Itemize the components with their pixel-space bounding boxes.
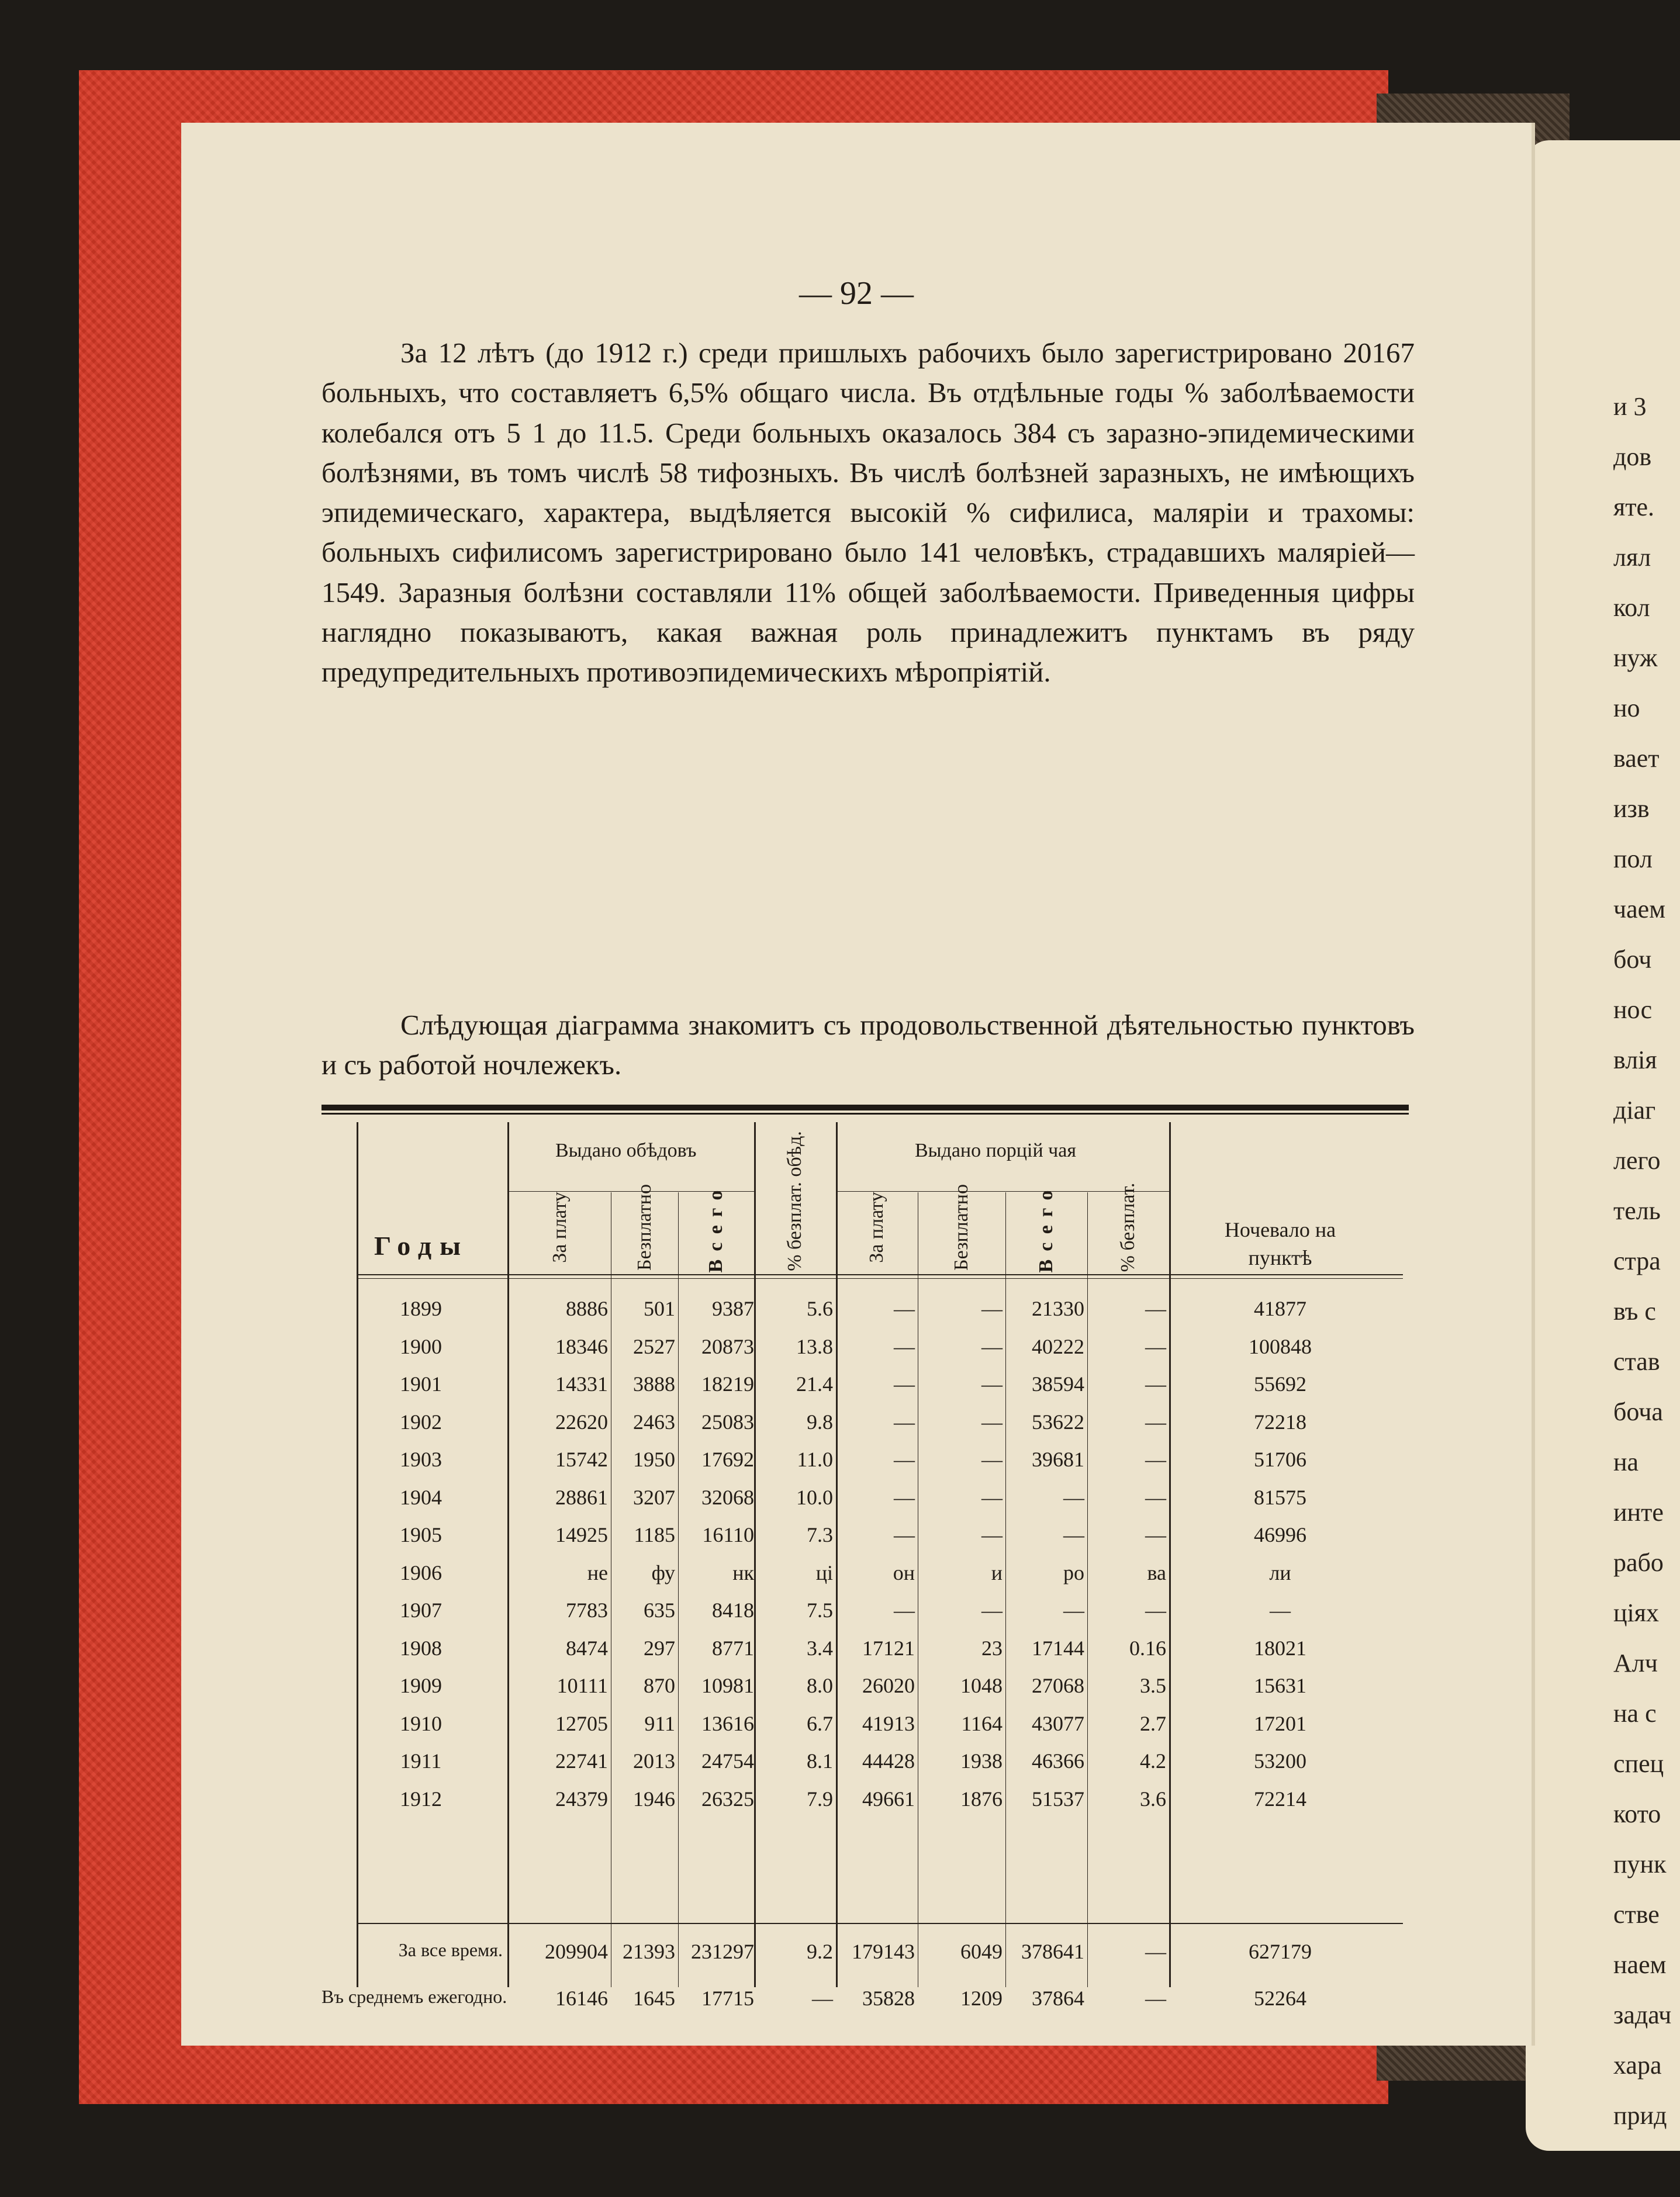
pct-free-dinners-cell: 8.0 <box>807 1674 833 1697</box>
total-tea-cell: 37864 <box>1032 1987 1084 2010</box>
pct-free-dinners-cell: 13.8 <box>796 1334 833 1358</box>
year-cell: 1900 <box>400 1334 442 1358</box>
free-tea-cell: 23 <box>981 1636 1003 1660</box>
header-years: Годы <box>374 1231 469 1261</box>
free-dinners-cell: фу <box>651 1561 675 1584</box>
free-dinners-cell: 2527 <box>633 1334 675 1358</box>
pct-free-tea-cell: — <box>1145 1987 1166 2010</box>
table-row <box>322 1367 1409 1408</box>
nights-cell: 18021 <box>1254 1636 1306 1660</box>
total-dinners-cell: 9387 <box>712 1297 754 1320</box>
free-tea-cell: — <box>981 1297 1003 1320</box>
next-page-text-fragment: наем <box>1613 1950 1667 1979</box>
free-dinners-cell: 1185 <box>634 1523 675 1546</box>
total-dinners-cell: 231297 <box>691 1940 754 1963</box>
table-row <box>322 1556 1409 1597</box>
year-cell: За все время. <box>398 1939 503 1960</box>
total-tea-cell: 53622 <box>1032 1410 1084 1434</box>
paid-tea-cell: 35828 <box>862 1987 915 2010</box>
free-dinners-cell: 297 <box>644 1636 675 1660</box>
header-bottom-rule <box>357 1278 1403 1279</box>
next-page-text-fragment: діаг <box>1613 1096 1656 1125</box>
next-page-text-fragment: но <box>1613 694 1640 722</box>
free-dinners-cell: 3207 <box>633 1485 675 1509</box>
paid-tea-cell: — <box>894 1448 915 1471</box>
total-dinners-cell: 25083 <box>701 1410 754 1434</box>
next-page-text-fragment: став <box>1613 1347 1660 1376</box>
nights-cell: 100848 <box>1249 1334 1312 1358</box>
paid-dinners-cell: 16146 <box>555 1987 608 2010</box>
pct-free-tea-cell: 3.5 <box>1140 1674 1166 1697</box>
pct-free-tea-cell: — <box>1145 1372 1166 1396</box>
total-dinners-cell: 13616 <box>701 1711 754 1735</box>
year-cell: 1909 <box>400 1674 442 1697</box>
header-dinners: Выдано обѣдовъ <box>555 1140 697 1161</box>
nights-cell: 72218 <box>1254 1410 1306 1434</box>
free-dinners-cell: 2013 <box>633 1749 675 1773</box>
next-page-text-fragment: пунк <box>1613 1850 1667 1878</box>
next-page-text-fragment: лего <box>1613 1146 1661 1175</box>
free-tea-cell: — <box>981 1410 1003 1434</box>
total-tea-cell: ро <box>1063 1561 1084 1584</box>
next-page-text-fragment: кото <box>1613 1800 1661 1828</box>
total-dinners-cell: 10981 <box>701 1674 754 1697</box>
paid-dinners-cell: 7783 <box>566 1599 608 1622</box>
paid-tea-cell: 17121 <box>862 1636 915 1660</box>
total-dinners-cell: 16110 <box>702 1523 754 1546</box>
paragraph: За 12 лѣтъ (до 1912 г.) среди пришлыхъ рабочихъ было зарегистрировано 20167 больныхъ, что составляетъ 6,5% общаго числа. Въ отдѣльные годы % заболѣваемости колебался отъ 5 1 до 11.5. Среди больныхъ оказалось 384 съ заразно-эпидемическими болѣзнями, въ томъ числѣ 58 тифозныхъ. Въ числѣ болѣзней заразныхъ, не имѣющихъ эпидемическаго, характера, выдѣляется высокій % сифилиса, маляріи и трахомы: больныхъ сифилисомъ зарегистрировано было 141 человѣкъ, страдавшихъ маляріей—1549. Заразныя болѣзни составляли 11% общей заболѣваемости. Приведенныя цифры наглядно показываютъ, какая важная роль принадлежитъ пунктамъ въ ряду предупредительныхъ противоэпидемическихъ мѣропріятій. <box>322 337 1415 688</box>
pct-free-dinners-cell: 11.0 <box>797 1448 833 1471</box>
paid-tea-cell: — <box>894 1523 915 1546</box>
next-page-text-fragment: стве <box>1613 1900 1660 1929</box>
header-paid-tea: За плату <box>866 1192 887 1263</box>
pct-free-tea-cell: ва <box>1147 1561 1166 1584</box>
table-top-rule-thin <box>322 1113 1409 1115</box>
next-page-text-fragment: чаем <box>1613 895 1666 923</box>
total-dinners-cell: нк <box>732 1561 754 1584</box>
table-row <box>322 1707 1409 1748</box>
table-row <box>322 1782 1409 1823</box>
year-cell: 1899 <box>400 1297 442 1320</box>
next-page-text-fragment: на с <box>1613 1699 1657 1728</box>
total-tea-cell: 27068 <box>1032 1674 1084 1697</box>
next-page-text-fragment: ціях <box>1613 1599 1660 1627</box>
next-page-text-fragment: спец <box>1613 1749 1664 1778</box>
header-free-dinners: Безплатно <box>634 1184 655 1271</box>
paid-tea-cell: 41913 <box>862 1711 915 1735</box>
free-tea-cell: 1209 <box>960 1987 1003 2010</box>
pct-free-dinners-cell: 7.3 <box>807 1523 833 1546</box>
year-cell: 1908 <box>400 1636 442 1660</box>
next-page-text-fragment: боч <box>1613 945 1652 974</box>
pct-free-dinners-cell: 21.4 <box>796 1372 833 1396</box>
pct-free-tea-cell: — <box>1145 1297 1166 1320</box>
year-cell: 1907 <box>400 1599 442 1622</box>
pct-free-dinners-cell: 9.2 <box>807 1940 833 1963</box>
paid-tea-cell: — <box>894 1334 915 1358</box>
next-page-text-fragment: влія <box>1613 1046 1657 1074</box>
year-cell: 1902 <box>400 1410 442 1434</box>
table-row <box>322 1292 1409 1333</box>
free-tea-cell: 6049 <box>960 1940 1003 1963</box>
year-cell: 1901 <box>400 1372 442 1396</box>
paid-dinners-cell: 14925 <box>555 1523 608 1546</box>
paid-tea-cell: 26020 <box>862 1674 915 1697</box>
nights-cell: 81575 <box>1254 1485 1306 1509</box>
pct-free-dinners-cell: 10.0 <box>796 1485 833 1509</box>
pct-free-dinners-cell: ці <box>815 1561 833 1584</box>
year-cell: 1911 <box>400 1749 442 1773</box>
paid-dinners-cell: 8474 <box>566 1636 608 1660</box>
total-tea-cell: 43077 <box>1032 1711 1084 1735</box>
paid-dinners-cell: 22620 <box>555 1410 608 1434</box>
statistics-table <box>322 1105 1409 2010</box>
pct-free-tea-cell: — <box>1145 1523 1166 1546</box>
next-page-text-fragment: задач <box>1613 2001 1672 2029</box>
nights-cell: — <box>1270 1599 1291 1622</box>
header-pct-free-dinners: % безплат. обѣд. <box>784 1131 806 1271</box>
paid-tea-cell: — <box>894 1297 915 1320</box>
next-page-text-fragment: боча <box>1613 1397 1663 1426</box>
paragraph: Слѣдующая діаграмма знакомитъ съ продовольственной дѣятельностью пунктовъ и съ работой ночлежекъ. <box>322 1009 1415 1081</box>
paid-dinners-cell: 14331 <box>555 1372 608 1396</box>
summary-rule <box>357 1923 1403 1924</box>
year-cell: 1904 <box>400 1485 442 1509</box>
next-page-text-fragment: Алч <box>1613 1649 1658 1677</box>
total-dinners-cell: 20873 <box>701 1334 754 1358</box>
nights-cell: 51706 <box>1254 1448 1306 1471</box>
next-page-text-fragment: нуж <box>1613 643 1658 672</box>
pct-free-dinners-cell: — <box>812 1987 833 2010</box>
table-row <box>322 1442 1409 1483</box>
year-cell: 1910 <box>400 1711 442 1735</box>
free-tea-cell: — <box>981 1448 1003 1471</box>
free-tea-cell: — <box>981 1372 1003 1396</box>
pct-free-tea-cell: — <box>1145 1940 1166 1963</box>
year-cell: Въ среднемъ ежегодно. <box>322 1986 507 2007</box>
paid-dinners-cell: 24379 <box>555 1787 608 1811</box>
free-tea-cell: 1876 <box>960 1787 1003 1811</box>
free-tea-cell: 1048 <box>960 1674 1003 1697</box>
paid-tea-cell: — <box>894 1599 915 1622</box>
pct-free-tea-cell: — <box>1145 1334 1166 1358</box>
next-page-text-fragment: инте <box>1613 1498 1664 1527</box>
table-row <box>322 1480 1409 1521</box>
pct-free-dinners-cell: 7.5 <box>807 1599 833 1622</box>
paid-dinners-cell: не <box>587 1561 608 1584</box>
paid-tea-cell: — <box>894 1372 915 1396</box>
nights-cell: 46996 <box>1254 1523 1306 1546</box>
header-free-tea: Безплатно <box>950 1184 972 1271</box>
free-dinners-cell: 635 <box>644 1599 675 1622</box>
header-paid-dinners: За плату <box>549 1192 571 1263</box>
total-tea-cell: — <box>1063 1599 1084 1622</box>
table-row <box>322 1744 1409 1785</box>
free-dinners-cell: 870 <box>644 1674 675 1697</box>
header-nights: Ночевало на пунктѣ <box>1224 1218 1336 1269</box>
pct-free-tea-cell: 4.2 <box>1140 1749 1166 1773</box>
next-page-text-fragment: лял <box>1613 543 1651 572</box>
pct-free-tea-cell: — <box>1145 1485 1166 1509</box>
paid-dinners-cell: 18346 <box>555 1334 608 1358</box>
free-tea-cell: и <box>991 1561 1003 1584</box>
table-row <box>322 1330 1409 1371</box>
free-dinners-cell: 911 <box>644 1711 675 1735</box>
header-tea: Выдано порцій чая <box>915 1140 1076 1161</box>
total-tea-cell: 40222 <box>1032 1334 1084 1358</box>
free-dinners-cell: 1645 <box>633 1987 675 2010</box>
total-dinners-cell: 8418 <box>712 1599 754 1622</box>
header-pct-free-tea: % безплат. <box>1117 1182 1139 1272</box>
total-dinners-cell: 17692 <box>701 1448 754 1471</box>
pct-free-tea-cell: — <box>1145 1410 1166 1434</box>
total-tea-cell: — <box>1063 1523 1084 1546</box>
free-dinners-cell: 3888 <box>633 1372 675 1396</box>
paid-dinners-cell: 8886 <box>566 1297 608 1320</box>
free-tea-cell: — <box>981 1334 1003 1358</box>
page-number: — 92 — <box>799 275 914 312</box>
next-page-text-fragment: хара <box>1613 2051 1662 2080</box>
total-dinners-cell: 24754 <box>701 1749 754 1773</box>
next-page-text-fragment: яте. <box>1613 493 1654 521</box>
paid-dinners-cell: 10111 <box>556 1674 608 1697</box>
next-page-text-fragment: изв <box>1613 794 1650 823</box>
total-dinners-cell: 8771 <box>712 1636 754 1660</box>
book-page <box>181 123 1535 2046</box>
next-page-text-fragment: рабо <box>1613 1548 1664 1577</box>
free-tea-cell: 1164 <box>961 1711 1003 1735</box>
paid-tea-cell: он <box>893 1561 915 1584</box>
year-cell: 1906 <box>400 1561 442 1584</box>
paid-tea-cell: 179143 <box>852 1940 915 1963</box>
pct-free-dinners-cell: 5.6 <box>807 1297 833 1320</box>
total-tea-cell: 39681 <box>1032 1448 1084 1471</box>
header-total-dinners: Всего <box>705 1182 727 1273</box>
paid-tea-cell: — <box>894 1485 915 1509</box>
header-total-tea: Всего <box>1035 1182 1057 1273</box>
nights-cell: 53200 <box>1254 1749 1306 1773</box>
table-row <box>322 1631 1409 1672</box>
free-tea-cell: — <box>981 1485 1003 1509</box>
total-dinners-cell: 32068 <box>701 1485 754 1509</box>
next-page-text-fragment: кол <box>1613 593 1650 622</box>
paid-tea-cell: — <box>894 1410 915 1434</box>
free-tea-cell: — <box>981 1523 1003 1546</box>
total-tea-cell: 38594 <box>1032 1372 1084 1396</box>
free-dinners-cell: 2463 <box>633 1410 675 1434</box>
nights-cell: 41877 <box>1254 1297 1306 1320</box>
free-tea-cell: 1938 <box>960 1749 1003 1773</box>
paid-tea-cell: 49661 <box>862 1787 915 1811</box>
next-page-text-fragment: на <box>1613 1448 1639 1476</box>
pct-free-tea-cell: 3.6 <box>1140 1787 1166 1811</box>
total-tea-cell: 46366 <box>1032 1749 1084 1773</box>
summary-row <box>322 1935 1409 1975</box>
table-row <box>322 1669 1409 1710</box>
year-cell: 1912 <box>400 1787 442 1811</box>
pct-free-dinners-cell: 9.8 <box>807 1410 833 1434</box>
next-page-text-fragment: дов <box>1613 442 1652 471</box>
pct-free-dinners-cell: 3.4 <box>807 1636 833 1660</box>
free-dinners-cell: 1946 <box>633 1787 675 1811</box>
next-page-text-fragment: въ с <box>1613 1297 1656 1326</box>
total-tea-cell: 17144 <box>1032 1636 1084 1660</box>
next-page-text-fragment: стра <box>1613 1247 1661 1275</box>
total-tea-cell: 378641 <box>1021 1940 1084 1963</box>
paid-dinners-cell: 209904 <box>545 1940 608 1963</box>
paid-dinners-cell: 28861 <box>555 1485 608 1509</box>
total-tea-cell: 51537 <box>1032 1787 1084 1811</box>
pct-free-tea-cell: — <box>1145 1599 1166 1622</box>
nights-cell: ли <box>1269 1561 1291 1584</box>
next-page-edge <box>1526 140 1680 2151</box>
free-tea-cell: — <box>981 1599 1003 1622</box>
total-tea-cell: — <box>1063 1485 1084 1509</box>
nights-cell: 627179 <box>1249 1940 1312 1963</box>
paid-tea-cell: 44428 <box>862 1749 915 1773</box>
paid-dinners-cell: 15742 <box>555 1448 608 1471</box>
total-dinners-cell: 18219 <box>701 1372 754 1396</box>
year-cell: 1903 <box>400 1448 442 1471</box>
nights-cell: 15631 <box>1254 1674 1306 1697</box>
next-page-text-fragment: тель <box>1613 1196 1661 1225</box>
free-dinners-cell: 1950 <box>633 1448 675 1471</box>
total-tea-cell: 21330 <box>1032 1297 1084 1320</box>
nights-cell: 72214 <box>1254 1787 1306 1811</box>
pct-free-tea-cell: 2.7 <box>1140 1711 1166 1735</box>
next-page-text-fragment: нос <box>1613 995 1653 1024</box>
nights-cell: 52264 <box>1254 1987 1306 2010</box>
free-dinners-cell: 501 <box>644 1297 675 1320</box>
pct-free-tea-cell: — <box>1145 1448 1166 1471</box>
next-page-text-fragment: прид <box>1613 2101 1667 2130</box>
free-dinners-cell: 21393 <box>623 1940 675 1963</box>
table-row <box>322 1518 1409 1559</box>
year-cell: 1905 <box>400 1523 442 1546</box>
table-top-rule <box>322 1105 1409 1110</box>
nights-cell: 17201 <box>1254 1711 1306 1735</box>
table-row <box>322 1593 1409 1634</box>
pct-free-dinners-cell: 6.7 <box>807 1711 833 1735</box>
header-bottom-rule <box>357 1274 1403 1275</box>
paid-dinners-cell: 12705 <box>555 1711 608 1735</box>
next-page-text-fragment: и 3 <box>1613 392 1647 421</box>
paid-dinners-cell: 22741 <box>555 1749 608 1773</box>
table-row <box>322 1405 1409 1446</box>
pct-free-tea-cell: 0.16 <box>1129 1636 1166 1660</box>
nights-cell: 55692 <box>1254 1372 1306 1396</box>
total-dinners-cell: 17715 <box>701 1987 754 2010</box>
total-dinners-cell: 26325 <box>701 1787 754 1811</box>
next-page-text-fragment: вает <box>1613 744 1660 773</box>
pct-free-dinners-cell: 8.1 <box>807 1749 833 1773</box>
summary-row <box>322 1981 1409 2022</box>
pct-free-dinners-cell: 7.9 <box>807 1787 833 1811</box>
next-page-text-fragment: пол <box>1613 845 1653 873</box>
